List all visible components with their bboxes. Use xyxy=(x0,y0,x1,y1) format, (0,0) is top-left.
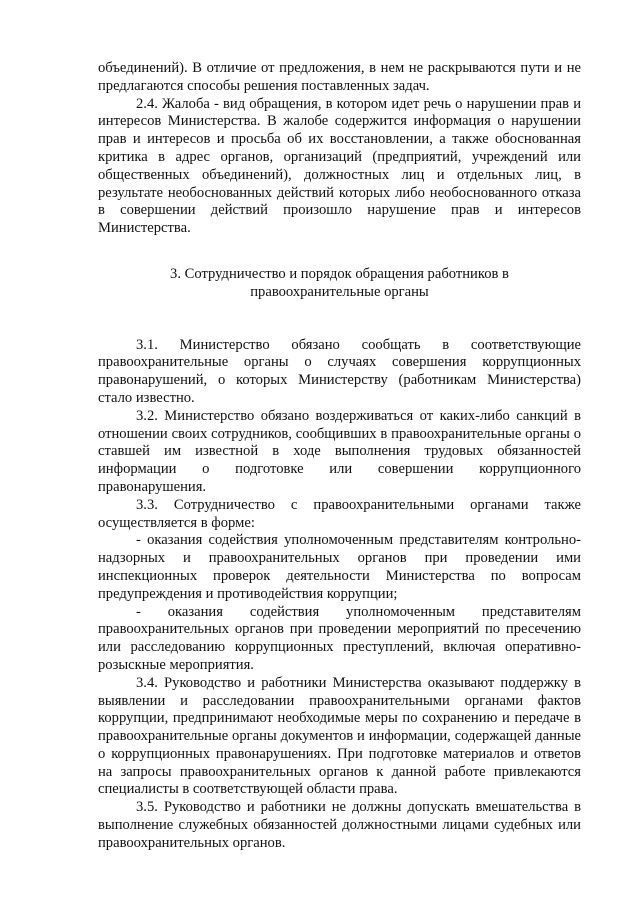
list-item-3-3-b: - оказания содействия уполномоченным представителям правоохранительных органов при проведении мероприятий по пресечению или расследованию коррупционных преступлений, включая оперативно-розыскные мероприятия. xyxy=(98,603,581,673)
list-item-3-3-a: - оказания содействия уполномоченным представителям контрольно-надзорных и правоохранительных органов при проведении ими инспекционных проверок деятельности Министерства по вопросам предупреждения и противодействия коррупции; xyxy=(98,532,581,602)
paragraph-3-2: 3.2. Министерство обязано воздерживаться от каких-либо санкций в отношении своих сотрудников, сообщивших в правоохранительные органы о ставшей им известной в ходе выполнения трудовых обязанностей информации о подготовке или совершении коррупционного правонарушения. xyxy=(98,407,581,495)
paragraph-3-5: 3.5. Руководство и работники не должны допускать вмешательства в выполнение служебных обязанностей должностными лицами судебных или правоохранительных органов. xyxy=(98,799,581,851)
paragraph-3-3: 3.3. Сотрудничество с правоохранительными органами также осуществляется в форме: xyxy=(98,496,581,531)
section-3-heading: 3. Сотрудничество и порядок обращения работников в правоохранительные органы xyxy=(170,265,509,300)
document-page xyxy=(98,60,581,853)
paragraph-intro: объединений). В отличие от предложения, в нем не раскрываются пути и не предлагаются способы решения поставленных задач. xyxy=(98,60,581,94)
paragraph-3-1: 3.1. Министерство обязано сообщать в соответствующие правоохранительные органы о случаях совершения коррупционных правонарушений, о которых Министерству (работникам Министерства) стало известно. xyxy=(98,336,581,406)
paragraph-2-4: 2.4. Жалоба - вид обращения, в котором идет речь о нарушении прав и интересов Министерства. В жалобе содержится информация о нарушении прав и интересов и просьба об их восстановлении, а также обоснованная критика в адрес органов, организаций (предприятий, учреждений или общественных объединений), должностных лиц и отдельных лиц, в результате необоснованных действий которых либо необоснованного отказа в совершении действий произошло нарушение прав и интересов Министерства. xyxy=(98,95,581,237)
paragraph-3-4: 3.4. Руководство и работники Министерства оказывают поддержку в выявлении и расследовании правоохранительными органами фактов коррупции, предпринимают необходимые меры по сохранению и передаче в правоохранительные органы документов и информации, содержащей данные о коррупционных правонарушениях. При подготовке материалов и ответов на запросы правоохранительных органов к данной работе привлекаются специалисты в соответствующей области права. xyxy=(98,674,581,798)
